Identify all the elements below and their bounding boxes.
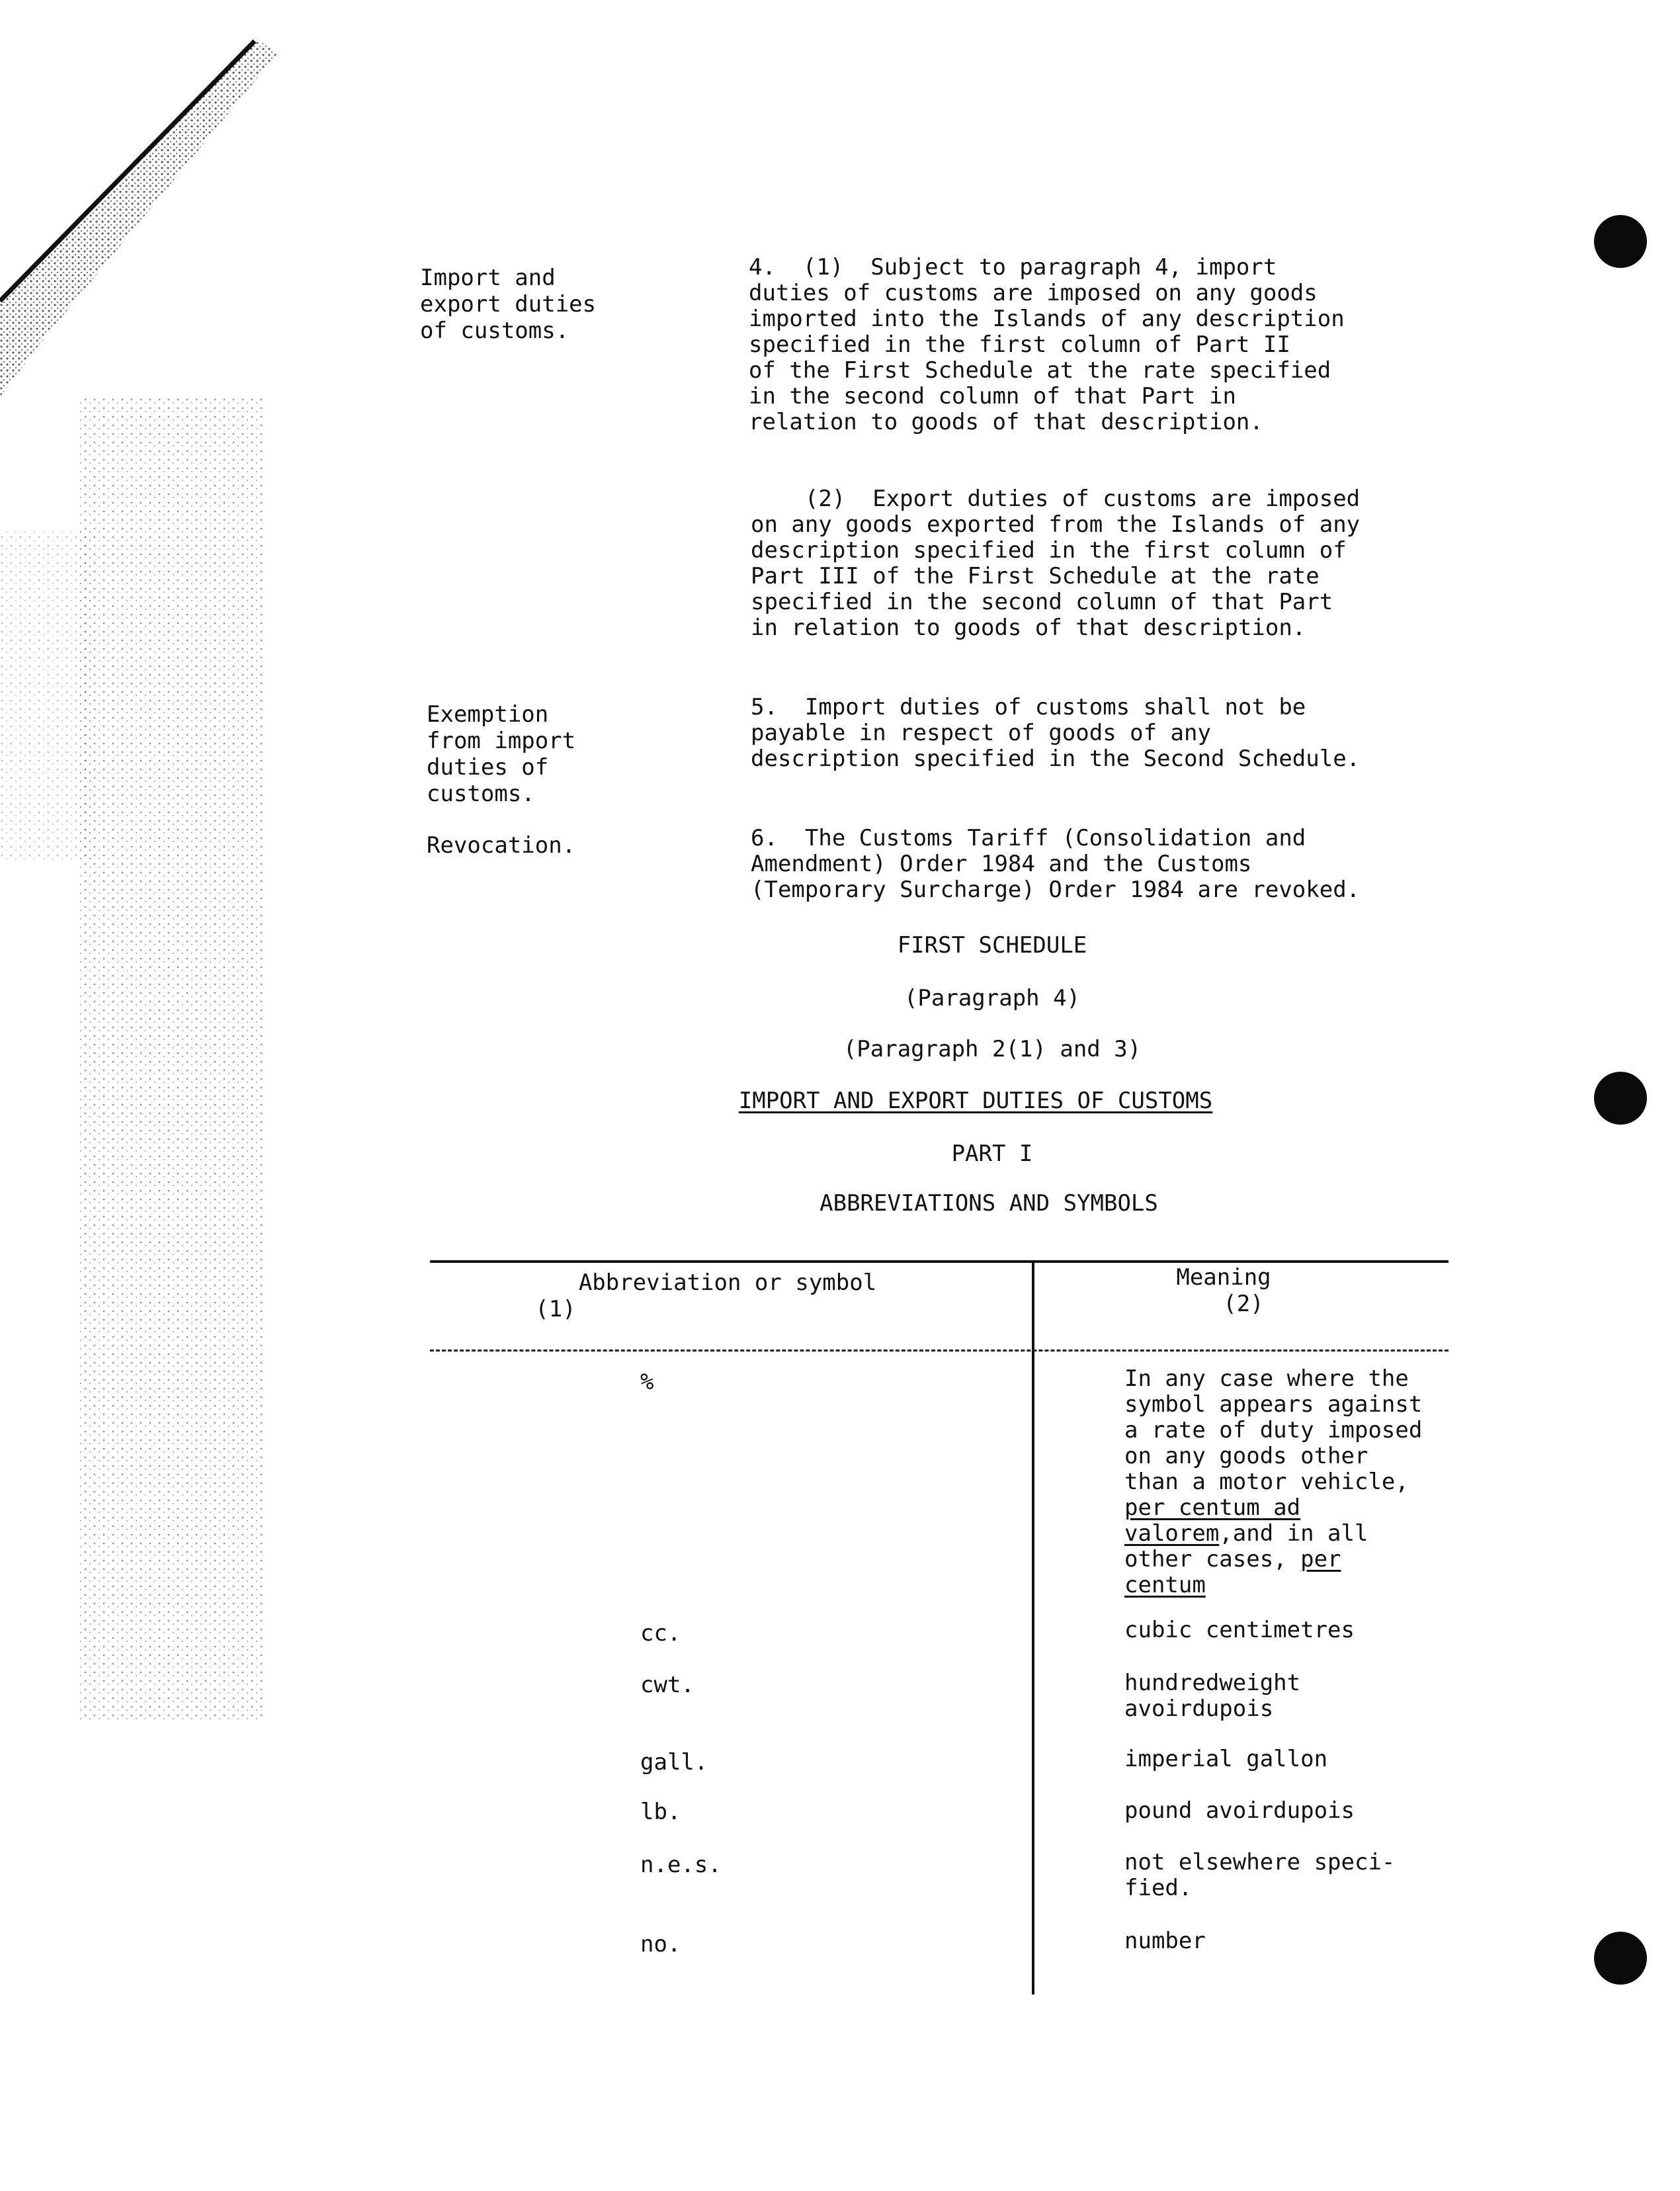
percent-meaning-line7	[1124, 1521, 1422, 1547]
percent-meaning-u2: valorem	[1124, 1520, 1220, 1547]
punch-hole-middle	[1594, 1072, 1647, 1125]
table-row-no-meaning: number	[1124, 1928, 1206, 1954]
part-label: PART I	[951, 1140, 1033, 1167]
percent-meaning-lines: In any case where the symbol appears against a rate of duty imposed on any goods other than a motor vehicle,	[1124, 1365, 1423, 1495]
col2-header: Meaning	[1176, 1264, 1271, 1291]
table-row-cwt-abbr: cwt.	[640, 1672, 694, 1698]
percent-meaning-line9	[1124, 1572, 1422, 1598]
table-row-cc-abbr: cc.	[640, 1620, 681, 1647]
percent-meaning-u1: per centum ad	[1124, 1494, 1301, 1521]
table-row-nes-meaning: not elsewhere speci- fied.	[1124, 1849, 1396, 1901]
schedule-heading	[595, 1088, 1356, 1114]
percent-meaning-u4: centum	[1124, 1572, 1206, 1598]
col1-number: (1)	[535, 1296, 576, 1322]
schedule-ref-1: (Paragraph 4)	[903, 985, 1081, 1011]
margin-note-revocation: Revocation.	[427, 832, 576, 859]
table-row-no-abbr: no.	[640, 1931, 681, 1957]
table-row-cc-meaning: cubic centimetres	[1124, 1617, 1355, 1643]
table-row-gall-meaning: imperial gallon	[1124, 1746, 1328, 1772]
percent-meaning-u3: per	[1300, 1546, 1341, 1572]
table-row-lb-abbr: lb.	[640, 1799, 681, 1825]
punch-hole-bottom	[1594, 1932, 1647, 1985]
table-top-rule	[430, 1260, 1449, 1263]
percent-meaning-mid: ,and in all	[1219, 1520, 1368, 1547]
paragraph-4-1: 4. (1) Subject to paragraph 4, import duties of customs are imposed on any goods imported into the Islands of any description specified in the first column of Part II of the First Schedule at the rate specified in the second column of that Part in relation to goods of that description.	[749, 254, 1345, 435]
paragraph-4-2: (2) Export duties of customs are imposed on any goods exported from the Islands of any description specified in the first column of Part III of the First Schedule at the rate specified in the second column of that Part in relation to goods of that description.	[751, 486, 1361, 641]
punch-hole-top	[1594, 215, 1647, 268]
margin-note-import-export: Import and export duties of customs.	[420, 265, 597, 344]
col1-header: Abbreviation or symbol	[578, 1269, 877, 1296]
paragraph-6: 6. The Customs Tariff (Consolidation and Amendment) Order 1984 and the Customs (Temporary Surcharge) Order 1984 are revoked.	[751, 825, 1361, 903]
col2-number: (2)	[1223, 1291, 1264, 1317]
table-row-percent-meaning	[1124, 1366, 1422, 1598]
table-row-cwt-meaning: hundredweight avoirdupois	[1124, 1670, 1301, 1722]
table-row-gall-abbr: gall.	[640, 1749, 708, 1776]
table-row-nes-abbr: n.e.s.	[640, 1852, 722, 1878]
schedule-heading-text: IMPORT AND EXPORT DUTIES OF CUSTOMS	[738, 1088, 1213, 1114]
scan-speckle-left	[0, 397, 317, 1786]
percent-meaning-l4: other cases,	[1124, 1546, 1301, 1572]
table-header-rule	[430, 1350, 1449, 1352]
table-row-percent-abbr: %	[640, 1369, 654, 1395]
margin-note-exemption: Exemption from import duties of customs.	[427, 701, 576, 807]
schedule-ref-2: (Paragraph 2(1) and 3)	[843, 1036, 1142, 1062]
table-column-divider	[1032, 1260, 1034, 1995]
table-row-lb-meaning: pound avoirdupois	[1124, 1797, 1355, 1824]
percent-meaning-line6	[1124, 1495, 1422, 1521]
scan-edge-shadow	[0, 0, 317, 397]
paragraph-5: 5. Import duties of customs shall not be payable in respect of goods of any description specified in the Second Schedule.	[751, 694, 1361, 772]
schedule-title: FIRST SCHEDULE	[897, 932, 1087, 959]
part-title: ABBREVIATIONS AND SYMBOLS	[819, 1190, 1158, 1217]
percent-meaning-line8	[1124, 1547, 1422, 1572]
